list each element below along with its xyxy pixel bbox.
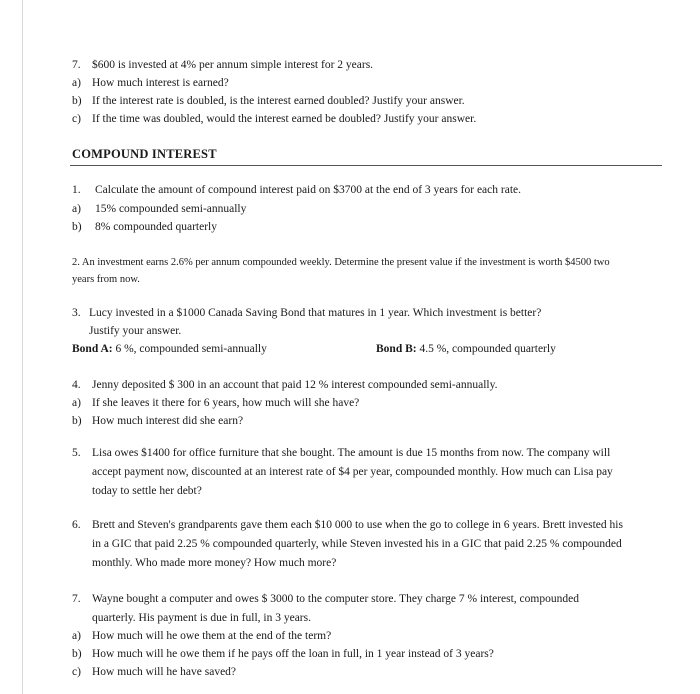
question-text: Calculate the amount of compound interest paid on $3700 at the end of 3 years for each rate. — [95, 184, 521, 196]
c7-line2: quarterly. His payment is due in full, in 3 years. — [92, 612, 311, 624]
part-label: a) — [72, 397, 81, 409]
question-text: Lucy invested in a $1000 Canada Saving Bond that matures in 1 year. Which investment is better? — [89, 307, 542, 319]
question-text: Brett and Steven's grandparents gave them each $10 000 to use when the go to college in 6 years. Brett invested his — [92, 519, 623, 531]
question-number: 6. — [72, 519, 81, 531]
c6-line3: monthly. Who made more money? How much more? — [92, 557, 337, 569]
part-text: How much interest did she earn? — [92, 415, 244, 427]
bond-a-text: 6 %, compounded semi-annually — [115, 343, 267, 355]
bond-a-label: Bond A: — [72, 343, 113, 355]
part-text: How much will he owe them at the end of the term? — [92, 630, 332, 642]
part-label: a) — [72, 630, 81, 642]
part-label: a) — [72, 203, 81, 215]
question-number: 5. — [72, 447, 81, 459]
part-text: How much interest is earned? — [92, 77, 229, 89]
q7-number: 7. — [72, 59, 81, 71]
q7-stem-text: $600 is invested at 4% per annum simple interest for 2 years. — [92, 59, 374, 71]
question-text: Lisa owes $1400 for office furniture that she bought. The amount is due 15 months from now. The company will — [92, 447, 611, 459]
c6-line2: in a GIC that paid 2.25 % compounded quarterly, while Steven invested his in a GIC that paid 2.25 % compounded — [92, 538, 622, 550]
c3-bond-a — [72, 342, 267, 356]
c2-line1: 2. An investment earns 2.6% per annum compounded weekly. Determine the present value if the investment is worth $4500 two — [72, 257, 610, 268]
question-text: Jenny deposited $ 300 in an account that paid 12 % interest compounded semi-annually. — [92, 379, 498, 391]
c5-line3: today to settle her debt? — [92, 485, 202, 497]
question-number: 4. — [72, 379, 81, 391]
c5-line2: accept payment now, discounted at an interest rate of $4 per year, compounded monthly. How much can Lisa pay — [92, 466, 613, 478]
bond-b-text: 4.5 %, compounded quarterly — [419, 343, 556, 355]
question-number: 7. — [72, 593, 81, 605]
part-label: c) — [72, 666, 81, 678]
part-text: If the interest rate is doubled, is the interest earned doubled? Justify your answer. — [92, 95, 465, 107]
heading-underline — [70, 165, 662, 166]
c3-line2: Justify your answer. — [89, 325, 182, 337]
part-label: b) — [72, 648, 82, 660]
question-number: 1. — [72, 184, 81, 196]
part-text: How much will he have saved? — [92, 666, 237, 678]
part-text: If the time was doubled, would the interest earned be doubled? Justify your answer. — [92, 113, 477, 125]
section-heading: COMPOUND INTEREST — [72, 147, 217, 161]
c2-line2: years from now. — [72, 274, 140, 285]
part-text: How much will he owe them if he pays off the loan in full, in 1 year instead of 3 years? — [92, 648, 494, 660]
part-label: c) — [72, 113, 81, 125]
part-label: b) — [72, 95, 82, 107]
part-text: If she leaves it there for 6 years, how much will she have? — [92, 397, 360, 409]
part-label: b) — [72, 415, 82, 427]
question-number: 3. — [72, 307, 81, 319]
part-label: a) — [72, 77, 81, 89]
question-text: Wayne bought a computer and owes $ 3000 to the computer store. They charge 7 % interest, compounded — [92, 593, 579, 605]
part-label: b) — [72, 221, 82, 233]
c3-bond-b — [376, 342, 556, 356]
part-text: 15% compounded semi-annually — [95, 203, 247, 215]
part-text: 8% compounded quarterly — [95, 221, 217, 233]
bond-b-label: Bond B: — [376, 343, 417, 355]
